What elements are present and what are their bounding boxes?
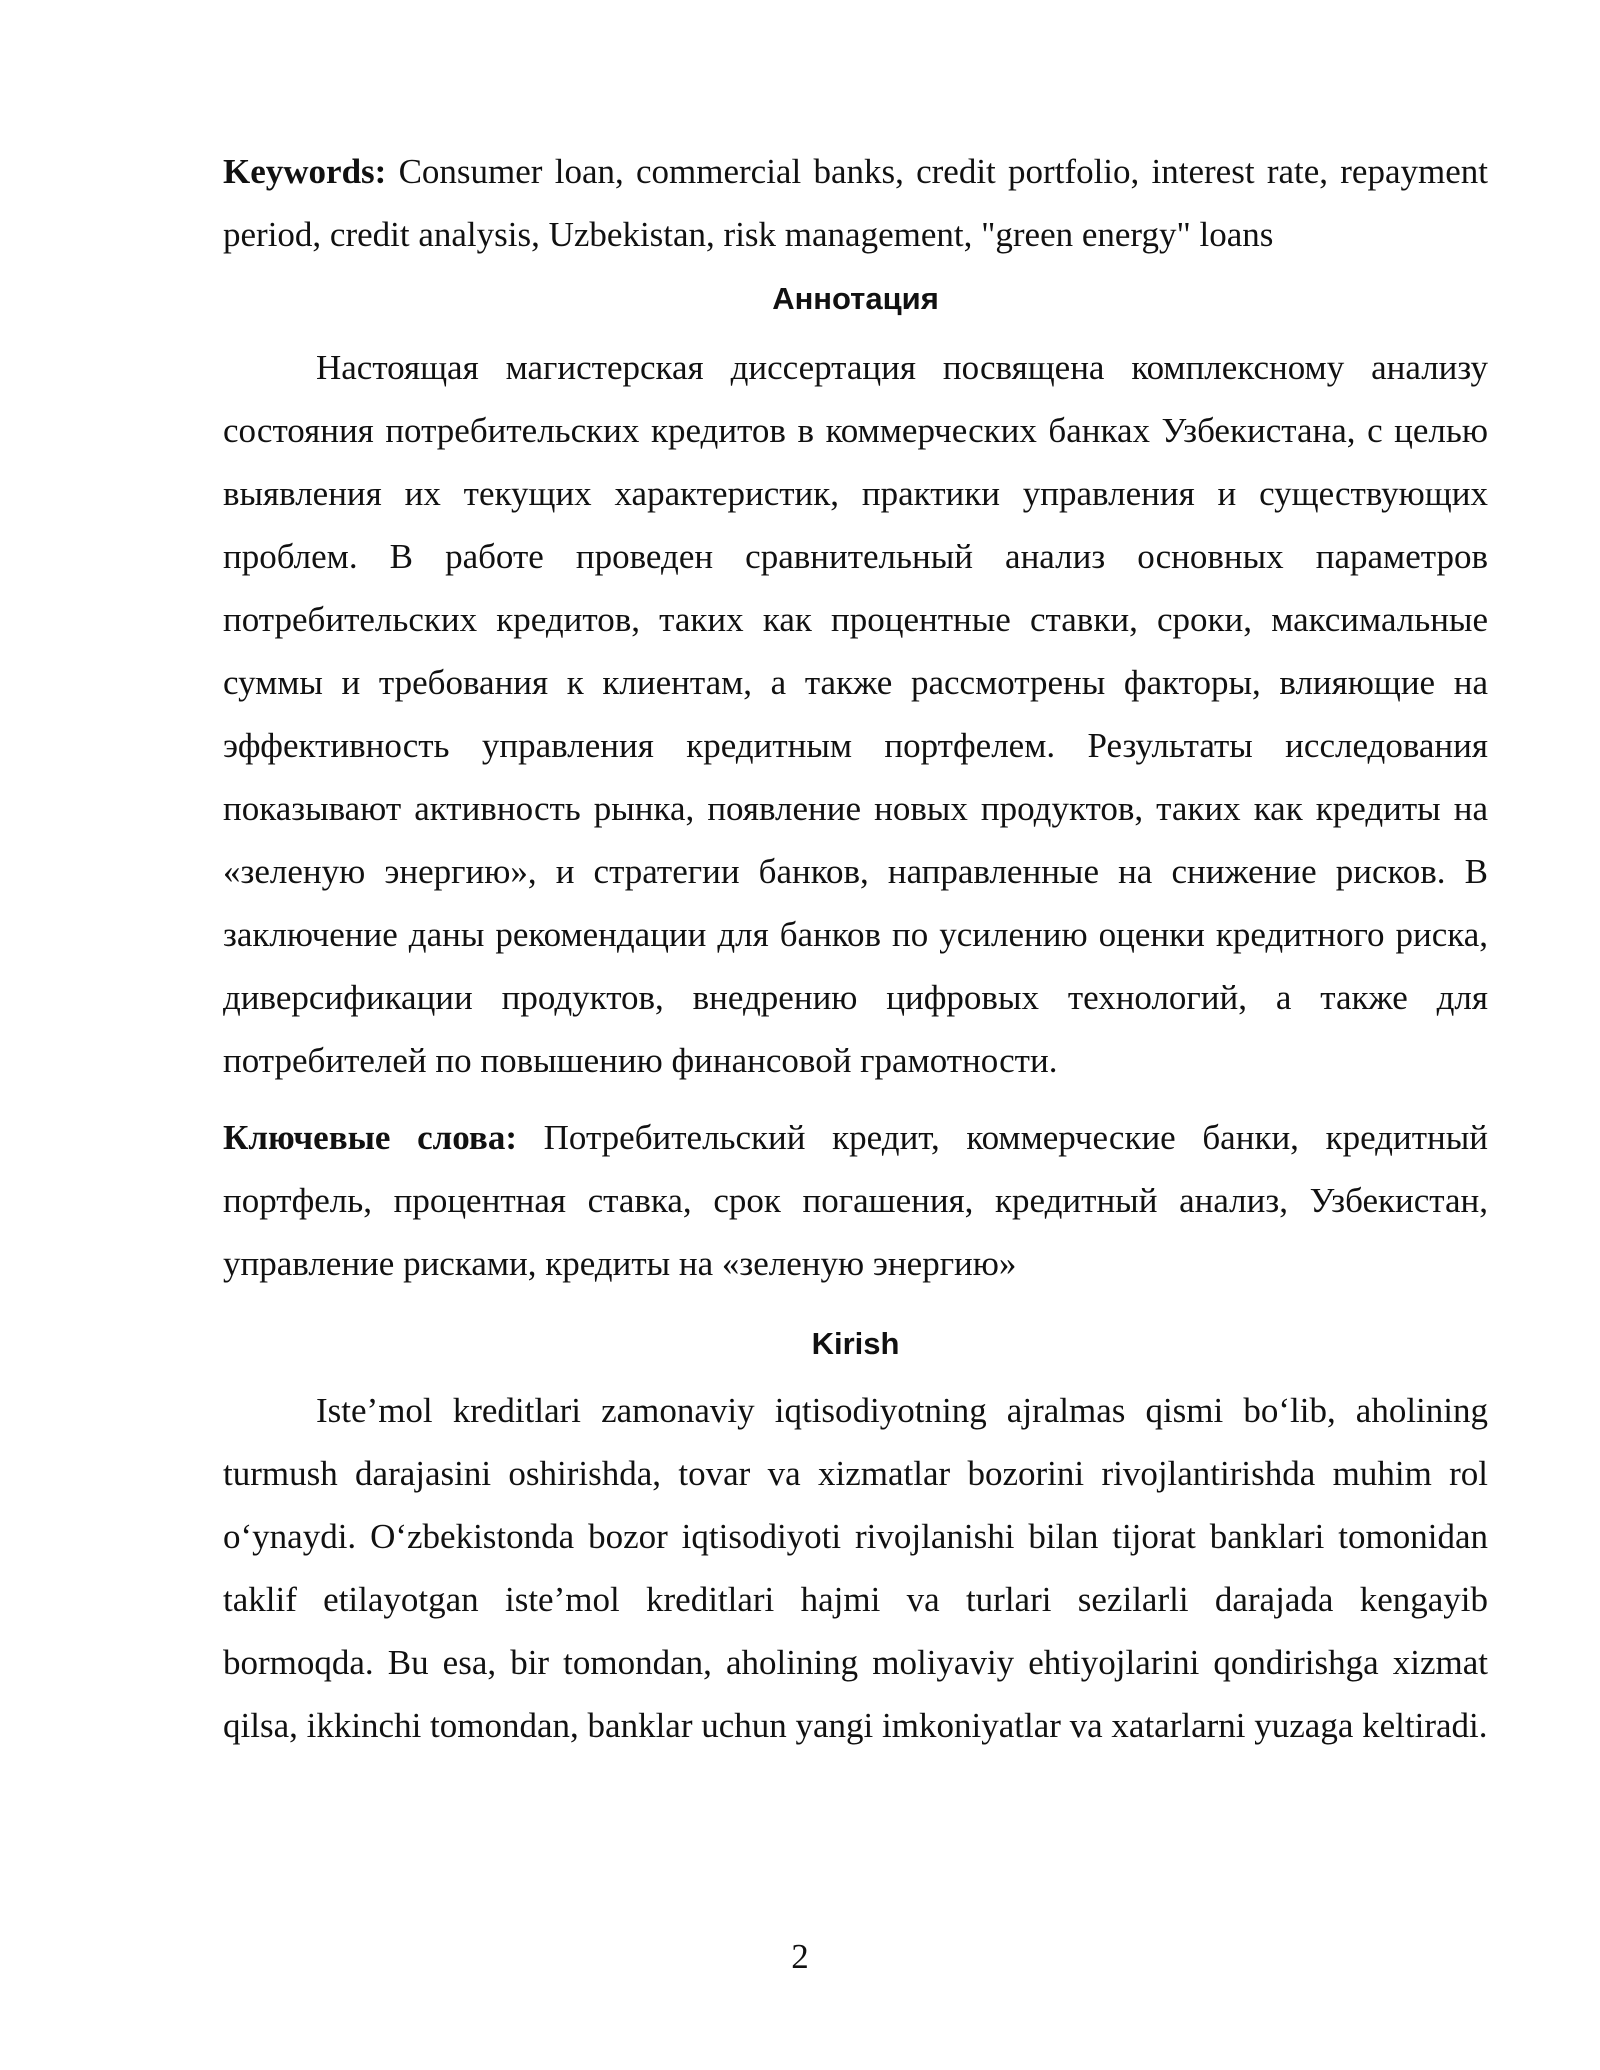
introduction-heading: Kirish bbox=[811, 1326, 900, 1361]
page-number: 2 bbox=[791, 1937, 809, 1976]
annotation-body: Настоящая магистерская диссертация посвящена комплексному анализу состояния потребительских кредитов в коммерческих банках Узбекистана, с целью выявления их текущих характеристик, практики управления и существующих проблем. В работе проведен сравнительный анализ основных параметров потребительских кредитов, таких как процентные ставки, сроки, максимальные суммы и требования к клиентам, а также рассмотрены факторы, влияющие на эффективность управления кредитным портфелем. Результаты исследования показывают активность рынка, появление новых продуктов, таких как кредиты на «зеленую энергию», и стратегии банков, направленные на снижение рисков. В заключение даны рекомендации для банков по усилению оценки кредитного риска, диверсификации продуктов, внедрению цифровых технологий, а также для потребителей по повышению финансовой грамотности. bbox=[223, 348, 1488, 1080]
keywords-english bbox=[223, 140, 1488, 266]
keywords-english-label: Keywords: bbox=[223, 152, 387, 191]
document-page bbox=[223, 140, 1488, 1757]
keywords-russian bbox=[223, 1106, 1488, 1295]
keywords-english-text: Consumer loan, commercial banks, credit portfolio, interest rate, repayment period, credit analysis, Uzbekistan, risk management, "green energy" loans bbox=[223, 152, 1488, 254]
annotation-heading: Аннотация bbox=[772, 281, 939, 316]
introduction-body: Iste’mol kreditlari zamonaviy iqtisodiyotning ajralmas qismi bo‘lib, aholining turmush darajasini oshirishda, tovar va xizmatlar bozorini rivojlantirishda muhim rol o‘ynaydi. O‘zbekistonda bozor iqtisodiyoti rivojlanishi bilan tijorat banklari tomonidan taklif etilayotgan iste’mol kreditlari hajmi va turlari sezilarli darajada kengayib bormoqda. Bu esa, bir tomondan, aholining moliyaviy ehtiyojlarini qondirishga xizmat qilsa, ikkinchi tomondan, banklar uchun yangi imkoniyatlar va xatarlarni yuzaga keltiradi. bbox=[223, 1391, 1488, 1745]
keywords-russian-label: Ключевые слова: bbox=[223, 1118, 517, 1157]
keywords-russian-text: Потребительский кредит, коммерческие банки, кредитный портфель, процентная ставка, срок погашения, кредитный анализ, Узбекистан, управление рисками, кредиты на «зеленую энергию» bbox=[223, 1118, 1488, 1283]
